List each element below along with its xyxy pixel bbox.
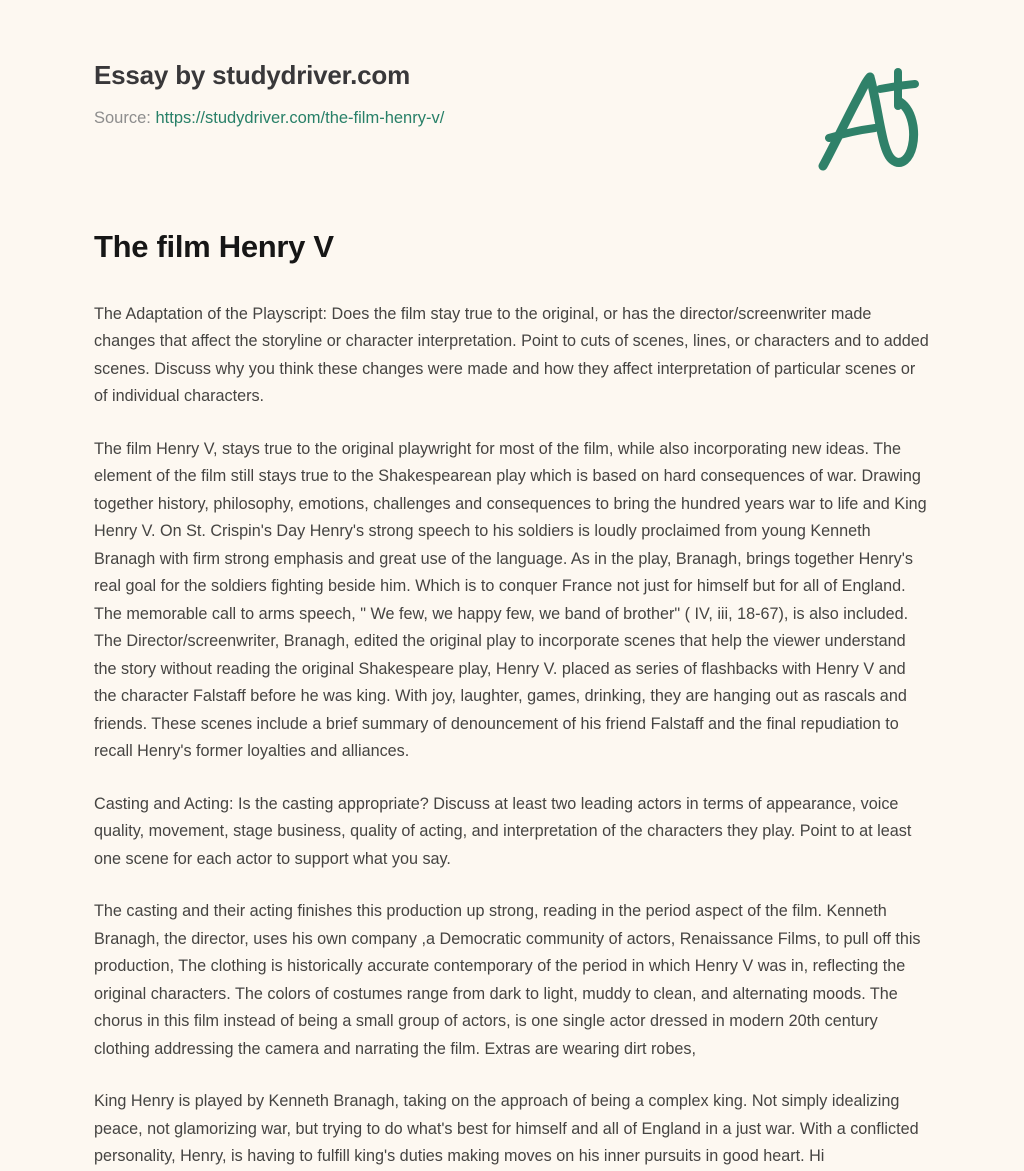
source-url-link[interactable]: https://studydriver.com/the-film-henry-v/ bbox=[155, 109, 445, 128]
paragraph: Casting and Acting: Is the casting appropriate? Discuss at least two leading actors in terms of appearance, voice quality, movement, stage business, quality of acting, and interpretation of the characters they play. Point to at least one scene for each actor to support what you say. bbox=[94, 794, 912, 868]
page-header bbox=[0, 0, 1024, 200]
header-text-block bbox=[94, 60, 734, 130]
source-label: Source: bbox=[94, 109, 151, 128]
paragraph: The casting and their acting finishes this production up strong, reading in the period aspect of the film. Kenneth Branagh, the director, uses his own company ,a Democratic community of actors, Renaissance Films, to pull off this production, The clothing is historically accurate contemporary of the period in which Henry V was in, reflecting the original characters. The colors of costumes range from dark to light, muddy to clean, and alternating moods. The chorus in this film instead of being a small group of actors, is one single actor dressed in modern 20th century clothing addressing the camera and narrating the film. Extras are wearing dirt robes, bbox=[94, 902, 921, 1058]
article bbox=[94, 228, 932, 1171]
a-plus-logo[interactable] bbox=[812, 62, 930, 178]
essay-by-heading: Essay by studydriver.com bbox=[94, 60, 411, 90]
a-plus-logo-icon bbox=[812, 62, 930, 178]
paragraph: The Adaptation of the Playscript: Does the film stay true to the original, or has the director/screenwriter made changes that affect the storyline or character interpretation. Point to cuts of scenes, lines, or characters and to added scenes. Discuss why you think these changes were made and how they affect interpretation of particular scenes or of individual characters. bbox=[94, 304, 929, 406]
page-title: The film Henry V bbox=[94, 229, 334, 264]
paragraph: The film Henry V, stays true to the original playwright for most of the film, while also incorporating new ideas. The element of the film still stays true to the Shakespearean play which is based on hard consequences of war. Drawing together history, philosophy, emotions, challenges and consequences to bring the hundred years war to life and King Henry V. On St. Crispin's Day Henry's strong speech to his soldiers is loudly proclaimed from young Kenneth Branagh with firm strong emphasis and great use of the language. As in the play, Branagh, brings together Henry's real goal for the soldiers fighting beside him. Which is to conquer France not just for himself but for all of England. The memorable call to arms speech, " We few, we happy few, we band of brother" ( IV, iii, 18-67), is also included. The Director/screenwriter, Branagh, edited the original play to incorporate scenes that help the viewer understand the story without reading the original Shakespeare play, Henry V. placed as series of flashbacks with Henry V and the character Falstaff before he was king. With joy, laughter, games, drinking, they are hanging out as rascals and friends. These scenes include a brief summary of denouncement of his friend Falstaff and the final repudiation to recall Henry's former loyalties and alliances. bbox=[94, 439, 927, 761]
source-line bbox=[94, 108, 734, 129]
article-body bbox=[94, 301, 932, 1171]
paragraph: King Henry is played by Kenneth Branagh, taking on the approach of being a complex king. Not simply idealizing peace, not glamorizing war, but trying to do what's best for himself and all of England in a just war. With a conflicted personality, Henry, is having to fulfill king's duties making moves on his inner pursuits in good heart. Hi bbox=[94, 1092, 919, 1166]
